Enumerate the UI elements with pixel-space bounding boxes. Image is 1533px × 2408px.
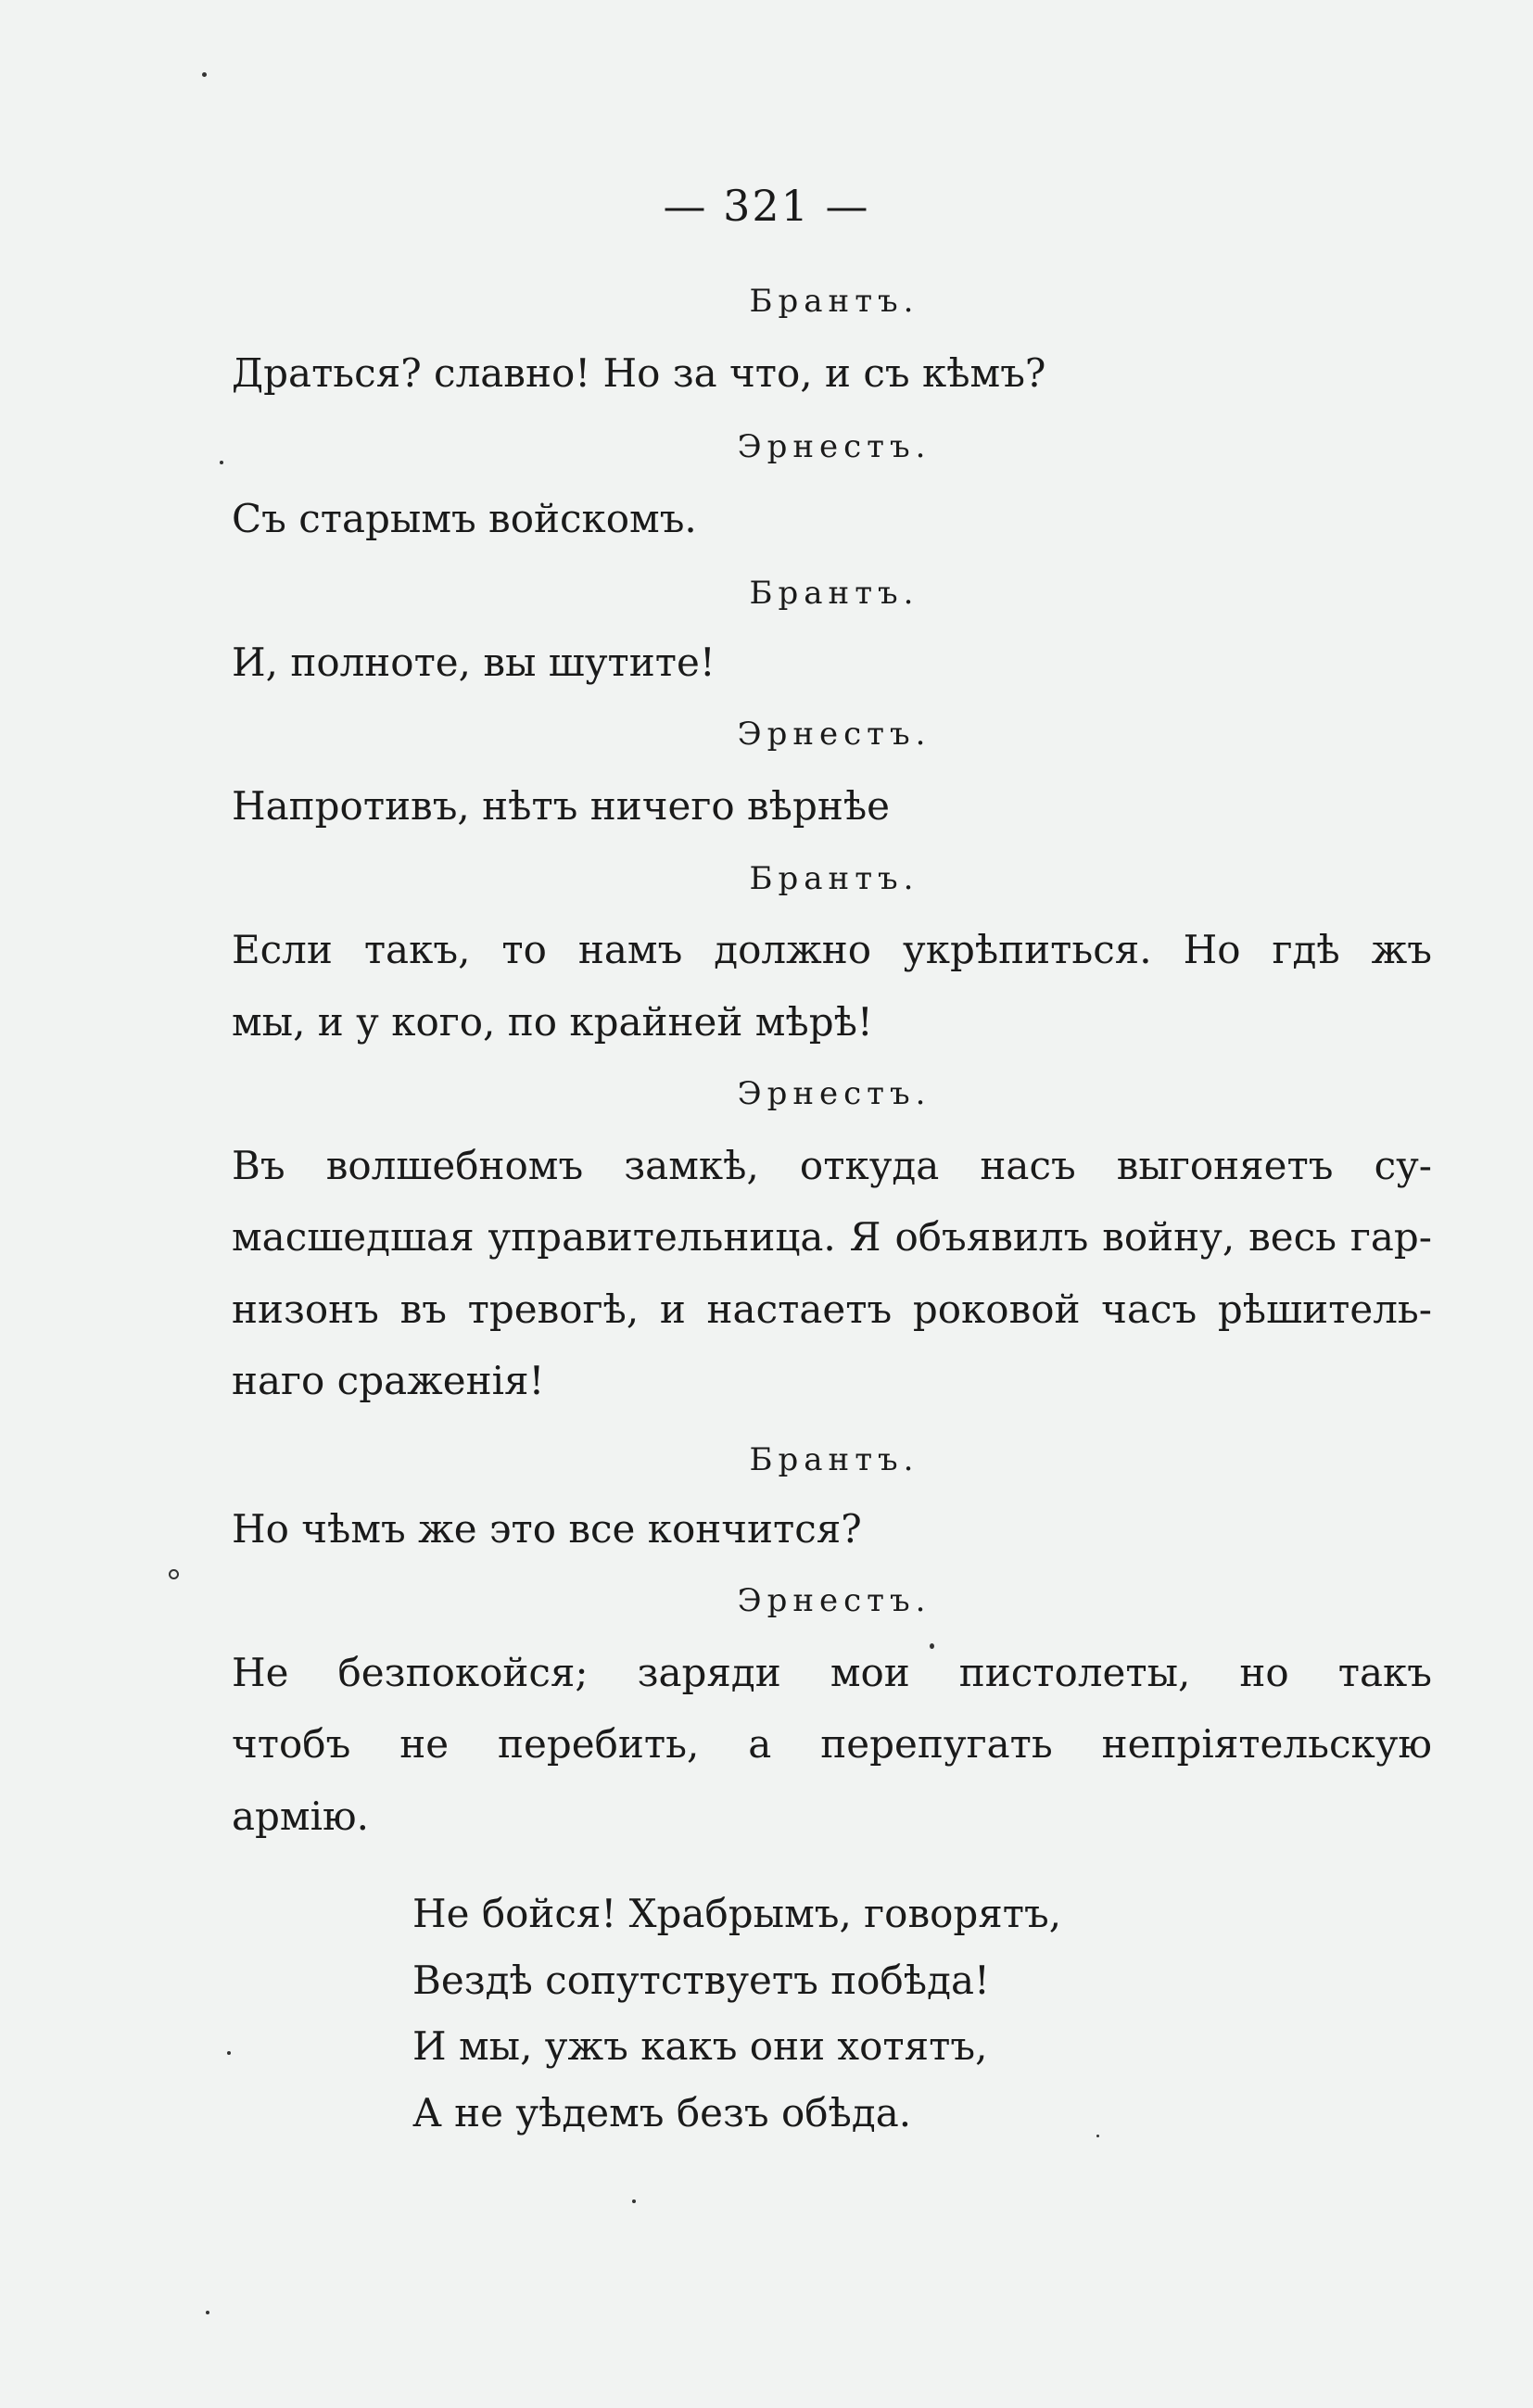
speech-line: масшедшая управительница. Я объявилъ войну, весь гар- — [232, 1214, 1432, 1260]
page-number: — 321 — — [663, 181, 870, 231]
speaker-name: Эрнестъ. — [737, 428, 931, 465]
speaker-name: Брантъ. — [749, 283, 919, 320]
paper-speck — [632, 2199, 636, 2203]
speech-line: Но чѣмъ же это все кончится? — [232, 1506, 862, 1552]
verse-line: Не бойся! Храбрымъ, говорятъ, — [412, 1891, 1062, 1936]
speech-line: Драться? славно! Но за что, и съ кѣмъ? — [232, 350, 1046, 396]
paper-speck — [930, 1643, 934, 1649]
speech-line: Если такъ, то намъ должно укрѣпиться. Но гдѣ жъ — [232, 927, 1432, 972]
speech-line: Не безпокойся; заряди мои пистолеты, но такъ — [232, 1650, 1432, 1695]
speech-line: Напротивъ, нѣтъ ничего вѣрнѣе — [232, 783, 891, 829]
paper-speck — [202, 72, 207, 77]
speech-line: Съ старымъ войскомъ. — [232, 496, 697, 541]
paper-speck — [169, 1569, 179, 1579]
speech-line: Въ волшебномъ замкѣ, откуда насъ выгоняетъ су- — [232, 1143, 1432, 1188]
speaker-name: Эрнестъ. — [737, 716, 931, 753]
speaker-name: Брантъ. — [749, 860, 919, 897]
speech-line: чтобъ не перебить, а перепугать непріятельскую — [232, 1721, 1432, 1767]
verse-line: Вездѣ сопутствуетъ побѣда! — [412, 1958, 990, 2003]
verse-line: А не уѣдемъ безъ обѣда. — [412, 2090, 912, 2136]
speaker-name: Эрнестъ. — [737, 1075, 931, 1112]
paper-speck — [220, 461, 223, 464]
speaker-name: Эрнестъ. — [737, 1582, 931, 1619]
speaker-name: Брантъ. — [749, 575, 919, 612]
speech-line: низонъ въ тревогѣ, и настаетъ роковой часъ рѣшитель- — [232, 1286, 1432, 1332]
paper-speck — [227, 2051, 231, 2055]
paper-speck — [1096, 2135, 1099, 2137]
speech-line: И, полноте, вы шутите! — [232, 640, 716, 685]
verse-line: И мы, ужъ какъ они хотятъ, — [412, 2023, 988, 2069]
paper-speck — [206, 2311, 209, 2314]
speaker-name: Брантъ. — [749, 1441, 919, 1478]
speech-line: наго сраженія! — [232, 1358, 545, 1403]
speech-line: мы, и у кого, по крайней мѣрѣ! — [232, 999, 873, 1045]
speech-line: армію. — [232, 1793, 369, 1839]
